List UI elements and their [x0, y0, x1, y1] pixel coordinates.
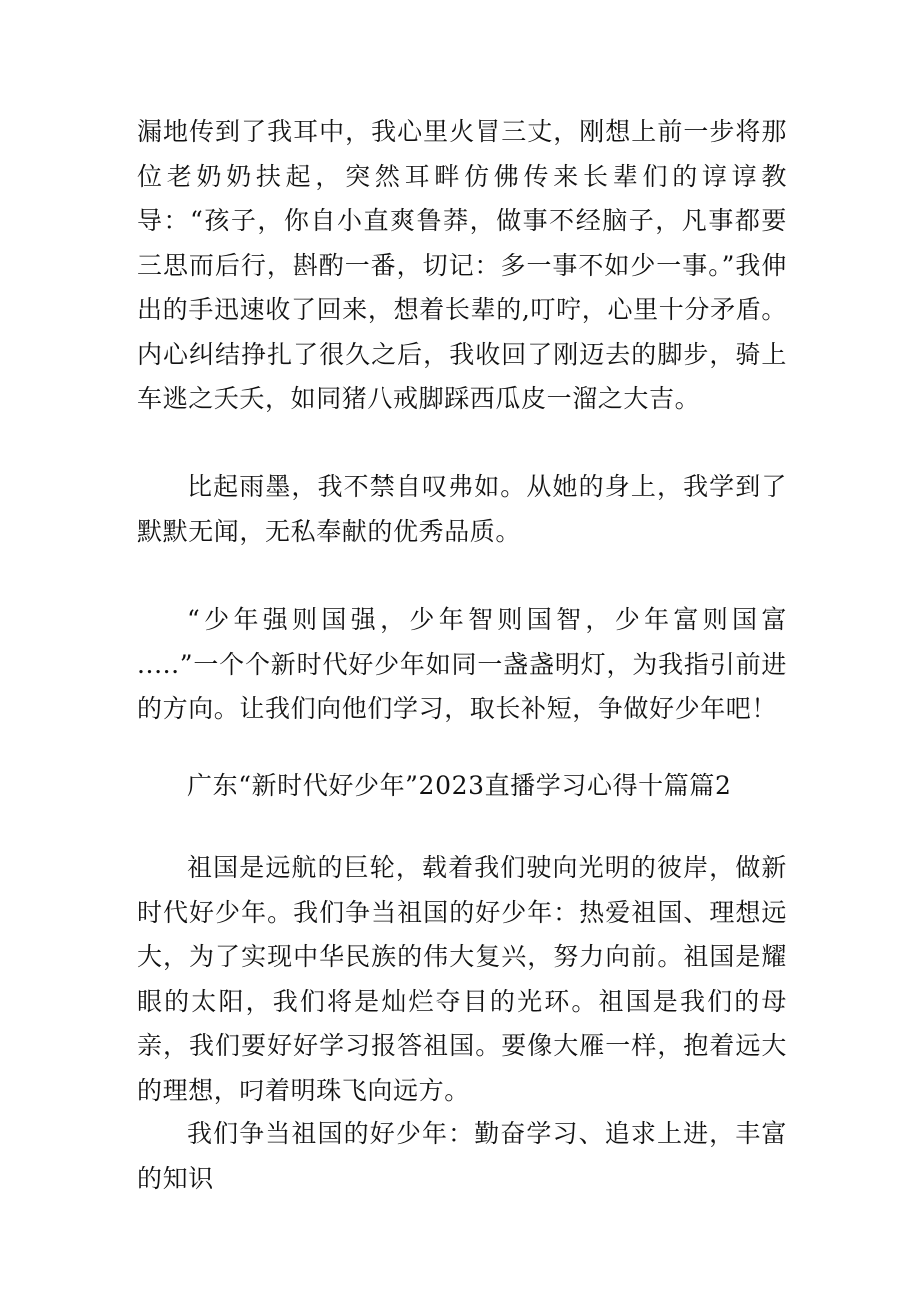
paragraph-2: 比起雨墨，我不禁自叹弗如。从她的身上，我学到了默默无闻，无私奉献的优秀品质。 [137, 472, 787, 546]
section-heading: 广东“新时代好少年”2023直播学习心得十篇篇2 [187, 771, 732, 800]
paragraph-5: 我们争当祖国的好少年：勤奋学习、追求上进，丰富的知识 [137, 1119, 787, 1193]
paragraph-3: “少年强则国强，少年智则国智，少年富则国富 .....”一个个新时代好少年如同一盏盏明灯，为我指引前进的方向。让我们向他们学习，取长补短，争做好少年吧！ [137, 605, 787, 723]
paragraph-4: 祖国是远航的巨轮，载着我们驶向光明的彼岸，做新时代好少年。我们争当祖国的好少年：热爱祖国、理想远大，为了实现中华民族的伟大复兴，努力向前。祖国是耀眼的太阳，我们将是灿烂夺目的光环。祖国是我们的母亲，我们要好好学习报答祖国。要像大雁一样，抱着远大的理想，叼着明珠飞向远方。 [137, 853, 787, 1105]
paragraph-1: 漏地传到了我耳中，我心里火冒三丈，刚想上前一步将那位老奶奶扶起，突然耳畔仿佛传来长辈们的谆谆教导：“孩子，你自小直爽鲁莽，做事不经脑子，凡事都要三思而后行，斟酌一番，切记：多一事不如少一事。”我伸出的手迅速收了回来，想着长辈的,叮咛，心里十分矛盾。内心纠结挣扎了很久之后，我收回了刚迈去的脚步，骑上车逃之夭夭，如同猪八戒脚踩西瓜皮一溜之大吉。 [137, 117, 787, 413]
